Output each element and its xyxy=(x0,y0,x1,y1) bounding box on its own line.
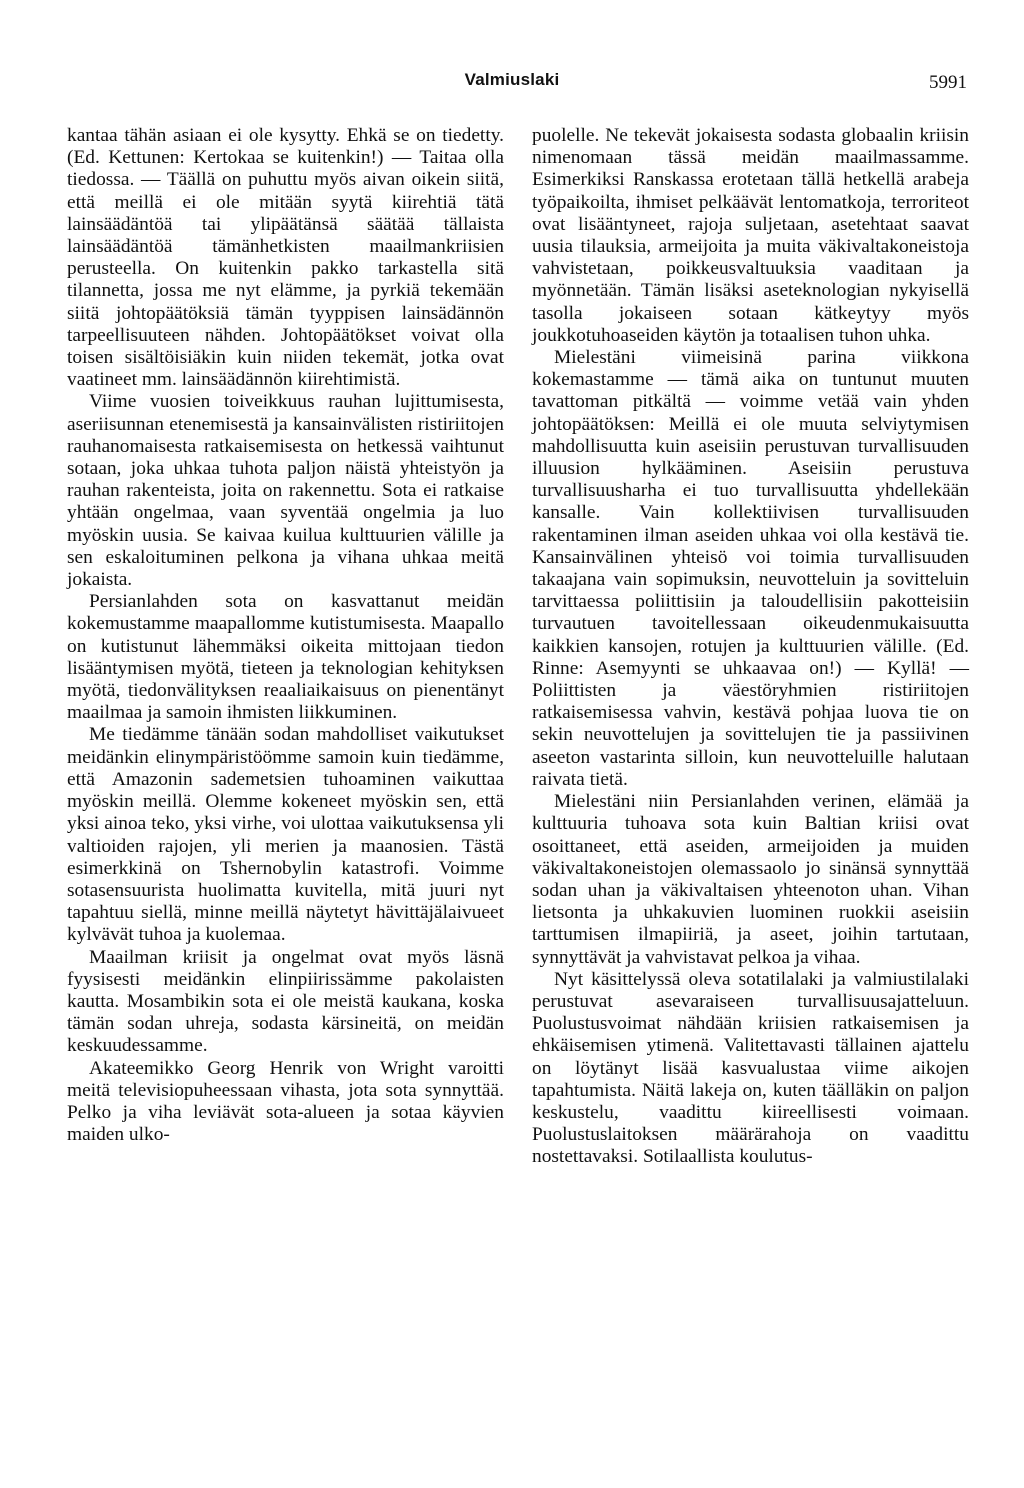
page-title: Valmiuslaki xyxy=(464,70,560,89)
paragraph: Viime vuosien toiveikkuus rauhan lujittumisesta, aseriisunnan etenemisestä ja kansainvälisten ristiriitojen rauhanomaisesta ratkaisemisesta on hetkessä vaihtunut sotaan, joka uhkaa tuhota paljon näistä yhteistyön ja rauhan rakenteista, joita on rakennettu. Sota ei ratkaise yhtään ongelmaa, vaan syventää ongelmia ja luo myöskin uusia. Se kaivaa kuilua kulttuurien välille ja sen eskaloituminen pelkona ja vihana uhkaa meitä jokaista. xyxy=(67,391,504,591)
paragraph: Me tiedämme tänään sodan mahdolliset vaikutukset meidänkin elinympäristöömme samoin kuin tiedämme, että Amazonin sademetsien tuhoaminen vaikuttaa myöskin meillä. Olemme kokeneet myöskin sen, että yksi ainoa teko, yksi virhe, voi ulottaa vaikutuksensa yli valtioiden rajojen, yli merien ja maanosien. Tästä esimerkkinä on Tshernobylin katastrofi. Voimme sotasensuurista huolimatta kuvitella, mitä juuri nyt tapahtuu siellä, minne meillä näytetyt hävittäjälaivueet kylvävät tuhoa ja kuolemaa. xyxy=(67,724,504,946)
paragraph: Mielestäni viimeisinä parina viikkona kokemastamme — tämä aika on tuntunut muuten tavattoman pitkältä — voimme vetää vain yhden johtopäätöksen: Meillä ei ole muuta selviytymisen mahdollisuutta kuin aseisiin perustuvan turvallisuuden illuusion hylkääminen. Aseisiin perustuva turvallisuusharha ei tuo turvallisuutta yhdellekään kansalle. Vain kollektiivisen turvallisuuden rakentaminen ilman aseiden uhkaa voi olla kestävä tie. Kansainvälinen yhteisö voi toimia turvallisuuden takaajana vain sopimuksin, neuvotteluin ja sovitteluin tarvittaessa poliittisiin ja taloudellisiin pakotteisiin turvautuen tavoitellessaan oikeudenmukaisuutta kaikkien kansojen, rotujen ja kulttuurien välille. (Ed. Rinne: Asemyynti se uhkaavaa on!) — Kyllä! — Poliittisten ja väestöryhmien ristiriitojen ratkaisemisessa vahvin, kestävä pohjaa luova tie on sekin neuvottelujen ja sovittelujen tie ja passiivinen aseeton vastarinta silloin, kun neuvotteluille halutaan raivata tietä. xyxy=(532,347,969,790)
paragraph: Akateemikko Georg Henrik von Wright varoitti meitä televisiopuheessaan vihasta, jota sota synnyttää. Pelko ja viha leviävät sota-alueen ja sotaa käyvien maiden ulko- xyxy=(67,1057,504,1146)
paragraph: Persianlahden sota on kasvattanut meidän kokemustamme maapallomme kutistumisesta. Maapallo on kutistunut lähemmäksi oikeita mittojaan tiedon lisääntymisen myötä, tieteen ja teknologian kehityksen myötä, tiedonvälityksen reaaliaikaisuus on pienentänyt maailmaa ja samoin ihmisten liikkuminen. xyxy=(67,591,504,724)
left-column xyxy=(67,125,504,1146)
paragraph: Maailman kriisit ja ongelmat ovat myös läsnä fyysisesti meidänkin elinpiirissämme pakolaisten kautta. Mosambikin sota ei ole meistä kaukana, koska tämän sodan uhreja, sodasta kärsineitä, on meidän keskuudessamme. xyxy=(67,946,504,1057)
paragraph: kantaa tähän asiaan ei ole kysytty. Ehkä se on tiedetty. (Ed. Kettunen: Kertokaa se kuitenkin!) — Taitaa olla tiedossa. — Täällä on puhuttu myös aivan oikein siitä, että meillä ei ole mitään syytä kiirehtiä tätä lainsäädäntöä tai ylipäätänsä säätää tällaista lainsäädäntöä tämänhetkisten maailmankriisien perusteella. On kuitenkin pakko tarkastella sitä tilannetta, jossa me nyt elämme, ja pyrkiä tekemään siitä johtopäätöksiä tämän tyyppisen lainsädännön tarpeellisuuteen nähden. Johtopäätökset voivat olla toisen sisältöisiäkin kuin niiden tekemät, jotka ovat vaatineet mm. lainsäädännön kiirehtimistä. xyxy=(67,125,504,391)
right-column xyxy=(532,125,969,1169)
paragraph: puolelle. Ne tekevät jokaisesta sodasta globaalin kriisin nimenomaan tässä meidän maailmassamme. Esimerkiksi Ranskassa erotetaan tällä hetkellä arabeja työpaikoilta, ihmiset pelkäävät lentomatkoja, terroriteot ovat lisääntyneet, rajoja suljetaan, asetehtaat saavat uusia tilauksia, armeijoita ja muita väkivaltakoneistoja vahvistetaan, poikkeusvaltuuksia vaaditaan ja myönnetään. Tämän lisäksi aseteknologian nykyisellä tasolla jokaiseen sotaan kätkeytyy myös joukkotuhoaseiden käytön ja totaalisen tuhon uhka. xyxy=(532,125,969,346)
page-number: 5991 xyxy=(929,72,967,93)
paragraph: Nyt käsittelyssä oleva sotatilalaki ja valmiustilalaki perustuvat asevaraiseen turvallisuusajatteluun. Puolustusvoimat nähdään kriisien ratkaisemisen ja ehkäisemisen ytimenä. Valitettavasti tällainen ajattelu on löytänyt lisää kasvualustaa viime aikojen tapahtumista. Näitä lakeja on, kuten täälläkin on paljon keskustelu, vaadittu kiireellisesti voimaan. Puolustuslaitoksen määrärahoja on vaadittu nostettavaksi. Sotilaallista koulutus- xyxy=(532,968,969,1168)
paragraph: Mielestäni niin Persianlahden verinen, elämää ja kulttuuria tuhoava sota kuin Baltian kriisi ovat osoittaneet, että aseiden, armeijoiden ja muiden väkivaltakoneistojen olemassaolo jo sinänsä synnyttää sodan uhan ja väkivaltaisen yhteenoton uhan. Vihan lietsonta ja uhkakuvien luominen ruokkii aseisiin tarttumisen ilmapiiriä, ja aseet, joihin tartutaan, synnyttävät ja vahvistavat pelkoa ja vihaa. xyxy=(532,791,969,968)
